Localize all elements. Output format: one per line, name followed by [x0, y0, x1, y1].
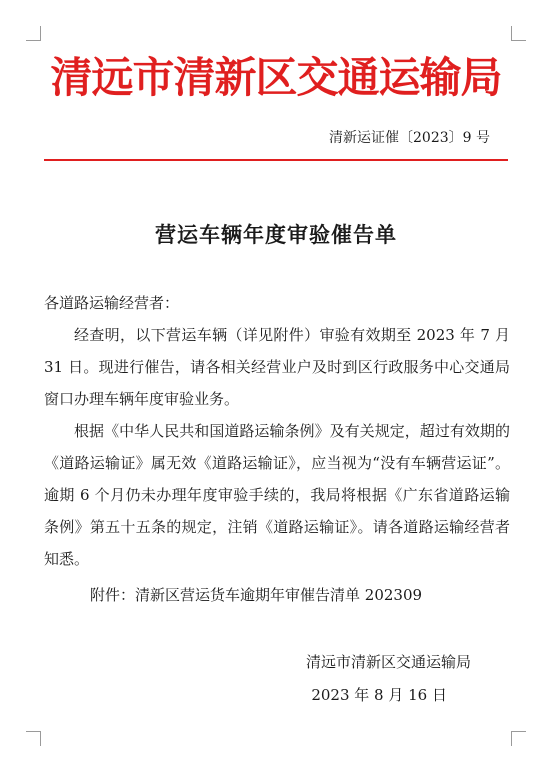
crop-mark-top-left	[26, 26, 41, 41]
notice-body	[44, 287, 510, 575]
body-paragraph: 根据《中华人民共和国道路运输条例》及有关规定，超过有效期的《道路运输证》属无效《道路运输证》，应当视为“没有车辆营运证”。逾期 6 个月仍未办理年度审验手续的，我局将根据《广东省道路运输条例》第五十五条的规定，注销《道路运输证》。请各道路运输经营者知悉。	[44, 422, 510, 568]
header-divider	[44, 159, 508, 161]
crop-mark-bottom-right	[511, 731, 526, 746]
issuing-org-header: 清远市清新区交通运输局	[50, 53, 502, 102]
signature-date: 2023 年 8 月 16 日	[311, 686, 447, 704]
attachment-line: 附件：清新区营运货车逾期年审催告清单 202309	[90, 586, 423, 604]
crop-mark-top-right	[511, 26, 526, 41]
salutation: 各道路运输经营者：	[44, 294, 180, 312]
signature-org: 清远市清新区交通运输局	[305, 653, 471, 671]
crop-mark-bottom-left	[26, 731, 41, 746]
notice-title: 营运车辆年度审验催告单	[155, 222, 397, 247]
document-number: 清新运证催〔2023〕9 号	[329, 130, 490, 146]
body-paragraph: 经查明，以下营运车辆（详见附件）审验有效期至 2023 年 7 月 31 日。现进行催告，请各相关经营业户及时到区行政服务中心交通局窗口办理车辆年度审验业务。	[44, 326, 510, 408]
